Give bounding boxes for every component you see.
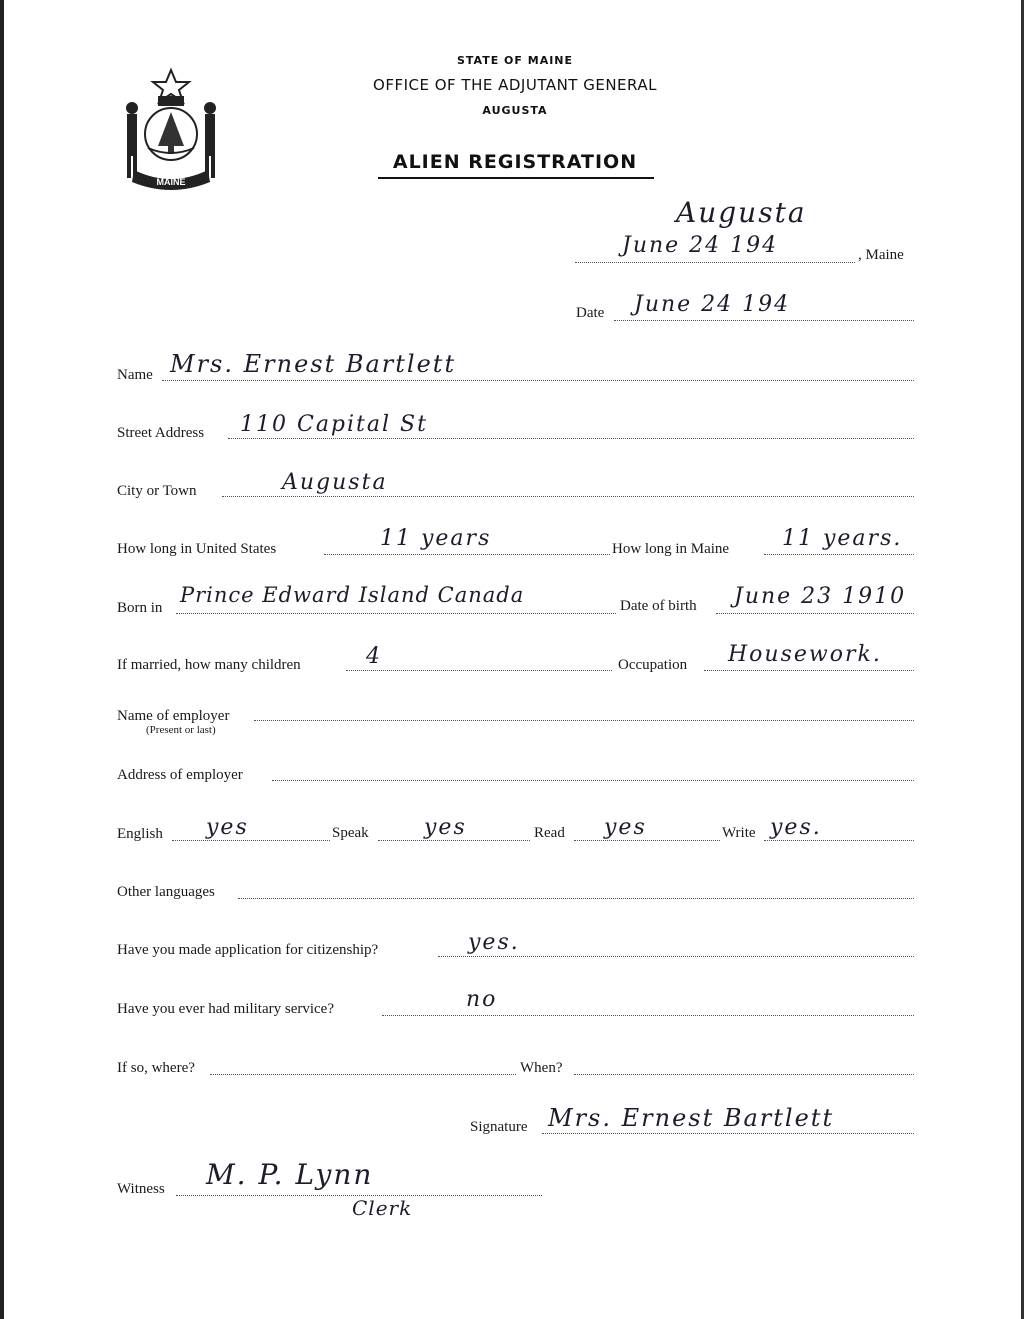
place-line: [575, 262, 855, 263]
read-line: [574, 840, 720, 841]
us-years-value: 11 years: [380, 526, 492, 551]
citizenship-line: [438, 956, 914, 957]
where-label: If so, where?: [117, 1060, 195, 1076]
english-line: [172, 840, 330, 841]
when-label: When?: [520, 1060, 563, 1076]
citizenship-label: Have you made application for citizenship?: [117, 942, 379, 958]
signature-label: Signature: [470, 1119, 528, 1135]
english-value: yes: [206, 815, 249, 840]
employer-address-label: Address of employer: [117, 767, 243, 783]
witness-title: Clerk: [352, 1196, 413, 1220]
children-line: [346, 670, 612, 671]
military-line: [382, 1015, 914, 1016]
employer-address-line: [272, 780, 914, 781]
maine-years-label: How long in Maine: [612, 541, 730, 557]
us-years-line: [324, 554, 610, 555]
occupation-line: [704, 670, 914, 671]
dob-label: Date of birth: [620, 598, 697, 614]
witness-value: M. P. Lynn: [206, 1158, 374, 1191]
maine-seal-icon: [118, 66, 224, 194]
handwritten-city: Augusta: [676, 196, 807, 229]
signature-line: [542, 1133, 914, 1134]
other-languages-line: [238, 898, 914, 899]
write-line: [764, 840, 914, 841]
date-line: [614, 320, 914, 321]
city-value: Augusta: [282, 470, 388, 495]
employer-label: Name of employer: [117, 708, 230, 724]
occupation-label: Occupation: [618, 657, 688, 673]
maine-years-line: [764, 554, 914, 555]
speak-value: yes: [424, 815, 467, 840]
when-line: [574, 1074, 914, 1075]
street-label: Street Address: [117, 425, 205, 441]
other-languages-label: Other languages: [117, 884, 215, 900]
name-line: [162, 380, 914, 381]
military-value: no: [466, 987, 498, 1012]
occupation-value: Housework.: [728, 642, 882, 667]
born-in-value: Prince Edward Island Canada: [180, 583, 525, 607]
military-label: Have you ever had military service?: [117, 1001, 334, 1017]
dob-value: June 23 1910: [734, 584, 907, 609]
office-heading: OFFICE OF THE ADJUTANT GENERAL: [373, 76, 657, 94]
dob-line: [716, 613, 914, 614]
name-label: Name: [117, 367, 153, 383]
born-in-label: Born in: [117, 600, 163, 616]
write-value: yes.: [770, 815, 822, 840]
employer-line: [254, 720, 914, 721]
street-value: 110 Capital St: [240, 412, 428, 437]
handwritten-place-date: June 24 194: [622, 233, 779, 258]
date-label: Date: [576, 305, 605, 321]
maine-suffix: , Maine: [858, 247, 904, 263]
children-value: 4: [366, 644, 382, 669]
seal-banner-text: MAINE: [156, 177, 186, 187]
read-label: Read: [534, 825, 565, 841]
us-years-label: How long in United States: [117, 541, 277, 557]
maine-years-value: 11 years.: [782, 526, 903, 551]
city-line: [222, 496, 914, 497]
signature-value: Mrs. Ernest Bartlett: [548, 1104, 835, 1132]
form-title: ALIEN REGISTRATION: [392, 151, 638, 173]
title-underline: [378, 177, 654, 179]
speak-label: Speak: [332, 825, 369, 841]
witness-label: Witness: [117, 1181, 165, 1197]
street-line: [228, 438, 914, 439]
where-line: [210, 1074, 516, 1075]
city-heading: AUGUSTA: [482, 104, 548, 117]
born-in-line: [176, 613, 616, 614]
city-label: City or Town: [117, 483, 197, 499]
date-value: June 24 194: [634, 292, 791, 317]
citizenship-value: yes.: [468, 930, 520, 955]
children-label: If married, how many children: [117, 657, 301, 673]
write-label: Write: [722, 825, 756, 841]
seal-motto: [171, 76, 172, 77]
state-heading: STATE OF MAINE: [456, 54, 574, 67]
name-value: Mrs. Ernest Bartlett: [170, 350, 457, 378]
speak-line: [378, 840, 530, 841]
english-label: English: [117, 826, 163, 842]
read-value: yes: [604, 815, 647, 840]
employer-note: (Present or last): [146, 724, 216, 736]
